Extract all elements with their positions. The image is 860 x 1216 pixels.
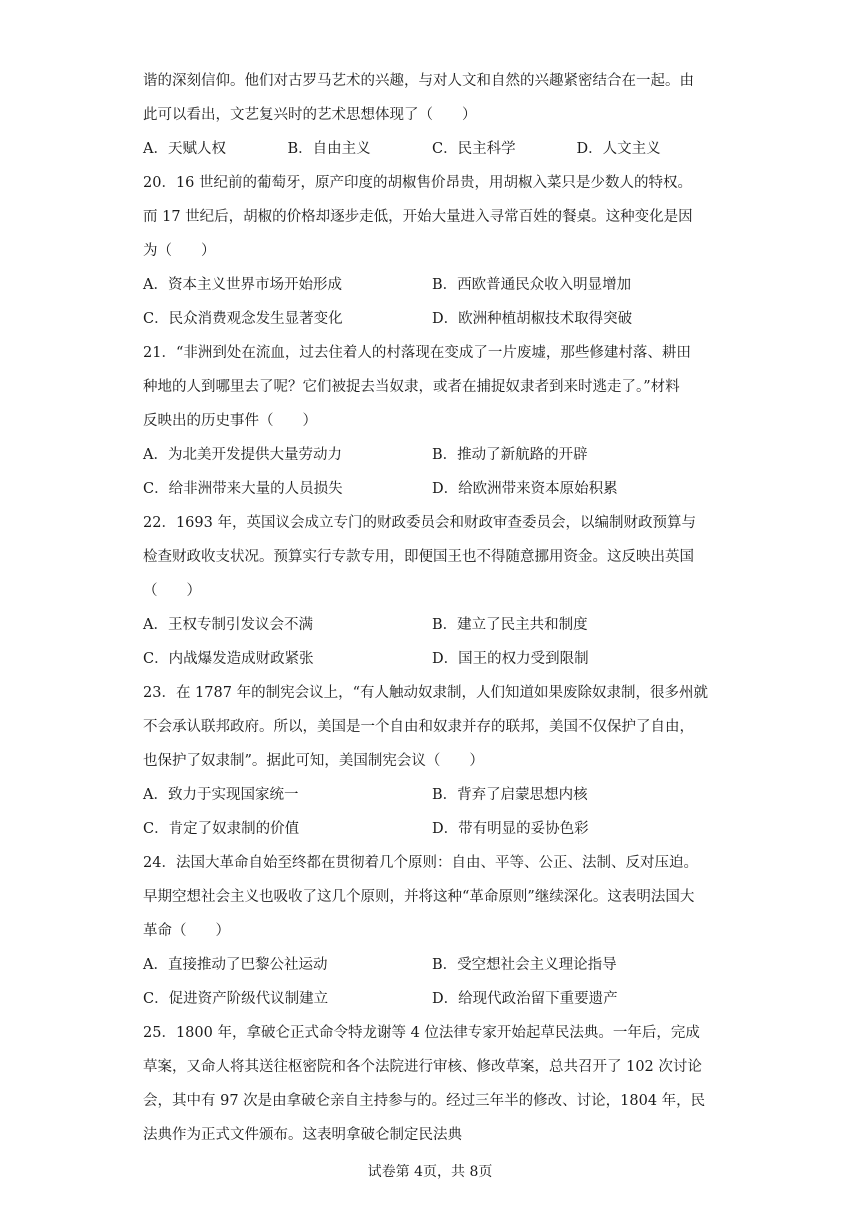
option-d: D．带有明显的妥协色彩 [432, 821, 589, 837]
question-24 [143, 846, 721, 1016]
options-row [143, 438, 721, 472]
options-row [143, 132, 721, 166]
options-row [143, 268, 721, 302]
question-line: 谐的深刻信仰。他们对古罗马艺术的兴趣，与对人文和自然的兴趣紧密结合在一起。由 [143, 73, 694, 89]
question-line: 革命（ ） [143, 923, 230, 939]
question-line: 也保护了奴隶制”。据此可知，美国制宪会议（ ） [143, 753, 484, 769]
option-c: C．促进资产阶级代议制建立 [143, 991, 329, 1007]
question-line: 而 17 世纪后，胡椒的价格却逐步走低，开始大量进入寻常百姓的餐桌。这种变化是因 [143, 209, 693, 225]
option-a: A．资本主义世界市场开始形成 [143, 277, 342, 293]
option-d: D．国王的权力受到限制 [432, 651, 589, 667]
question-line: 早期空想社会主义也吸收了这几个原则，并将这种“革命原则”继续深化。这表明法国大 [143, 889, 695, 905]
question-25 [143, 1016, 721, 1152]
question-line: 21．“非洲到处在流血，过去住着人的村落现在变成了一片废墟，那些修建村落、耕田 [143, 345, 691, 361]
question-20 [143, 166, 721, 336]
question-line: 反映出的历史事件（ ） [143, 413, 317, 429]
question-line: 此可以看出，文艺复兴时的艺术思想体现了（ ） [143, 107, 477, 123]
option-b: B．受空想社会主义理论指导 [432, 957, 617, 973]
question-line: 种地的人到哪里去了呢？它们被捉去当奴隶，或者在捕捉奴隶者到来时逃走了。”材料 [143, 379, 680, 395]
question-line: 法典作为正式文件颁布。这表明拿破仑制定民法典 [143, 1127, 462, 1143]
options-row [143, 778, 721, 812]
question-line: 20．16 世纪前的葡萄牙，原产印度的胡椒售价昂贵，用胡椒入菜只是少数人的特权。 [143, 175, 693, 191]
question-line: 24．法国大革命自始至终都在贯彻着几个原则：自由、平等、公正、法制、反对压迫。 [143, 855, 698, 871]
question-line: （ ） [143, 583, 201, 599]
option-c: C．肯定了奴隶制的价值 [143, 821, 300, 837]
options-row [143, 642, 721, 676]
option-b: B．西欧普通民众收入明显增加 [432, 277, 632, 293]
question-line: 为（ ） [143, 243, 216, 259]
option-a: A．王权专制引发议会不满 [143, 617, 313, 633]
options-row [143, 812, 721, 846]
option-a: A．致力于实现国家统一 [143, 787, 299, 803]
question-line: 检查财政收支状况。预算实行专款专用，即便国王也不得随意挪用资金。这反映出英国 [143, 549, 694, 565]
options-row [143, 948, 721, 982]
option-d: D．给欧洲带来资本原始积累 [432, 481, 618, 497]
question-23 [143, 676, 721, 846]
question-line: 22．1693 年，英国议会成立专门的财政委员会和财政审查委员会，以编制财政预算与 [143, 515, 696, 531]
option-d: D．欧洲种植胡椒技术取得突破 [432, 311, 633, 327]
question-22 [143, 506, 721, 676]
exam-page [143, 64, 721, 1152]
option-d: D．给现代政治留下重要遗产 [432, 991, 618, 1007]
option-d: D．人文主义 [576, 141, 661, 157]
option-a: A．为北美开发提供大量劳动力 [143, 447, 342, 463]
options-row [143, 608, 721, 642]
question-line: 不会承认联邦政府。所以，美国是一个自由和奴隶并存的联邦，美国不仅保护了自由， [143, 719, 694, 735]
option-b: B．背弃了启蒙思想内核 [432, 787, 588, 803]
question-line: 25．1800 年，拿破仑正式命令特龙谢等 4 位法律专家开始起草民法典。一年后，完成 [143, 1025, 700, 1041]
options-row [143, 472, 721, 506]
question-line: 草案，又命人将其送往枢密院和各个法院进行审核、修改草案，总共召开了 102 次讨论 [143, 1059, 702, 1075]
options-row [143, 982, 721, 1016]
options-row [143, 302, 721, 336]
question-19 [143, 64, 721, 166]
option-b: B．建立了民主共和制度 [432, 617, 588, 633]
option-a: A．直接推动了巴黎公社运动 [143, 957, 328, 973]
page-footer: 试卷第 4页，共 8页 [367, 1164, 493, 1180]
option-b: B．自由主义 [287, 141, 371, 157]
option-c: C．给非洲带来大量的人员损失 [143, 481, 343, 497]
option-b: B．推动了新航路的开辟 [432, 447, 588, 463]
option-a: A．天赋人权 [143, 141, 226, 157]
question-line: 会，其中有 97 次是由拿破仑亲自主持参与的。经过三年半的修改、讨论，1804 年，民 [143, 1093, 706, 1109]
question-line: 23．在 1787 年的制宪会议上，“有人触动奴隶制，人们知道如果废除奴隶制，很多州就 [143, 685, 708, 701]
option-c: C．内战爆发造成财政紧张 [143, 651, 314, 667]
question-21 [143, 336, 721, 506]
option-c: C．民主科学 [432, 141, 516, 157]
option-c: C．民众消费观念发生显著变化 [143, 311, 343, 327]
